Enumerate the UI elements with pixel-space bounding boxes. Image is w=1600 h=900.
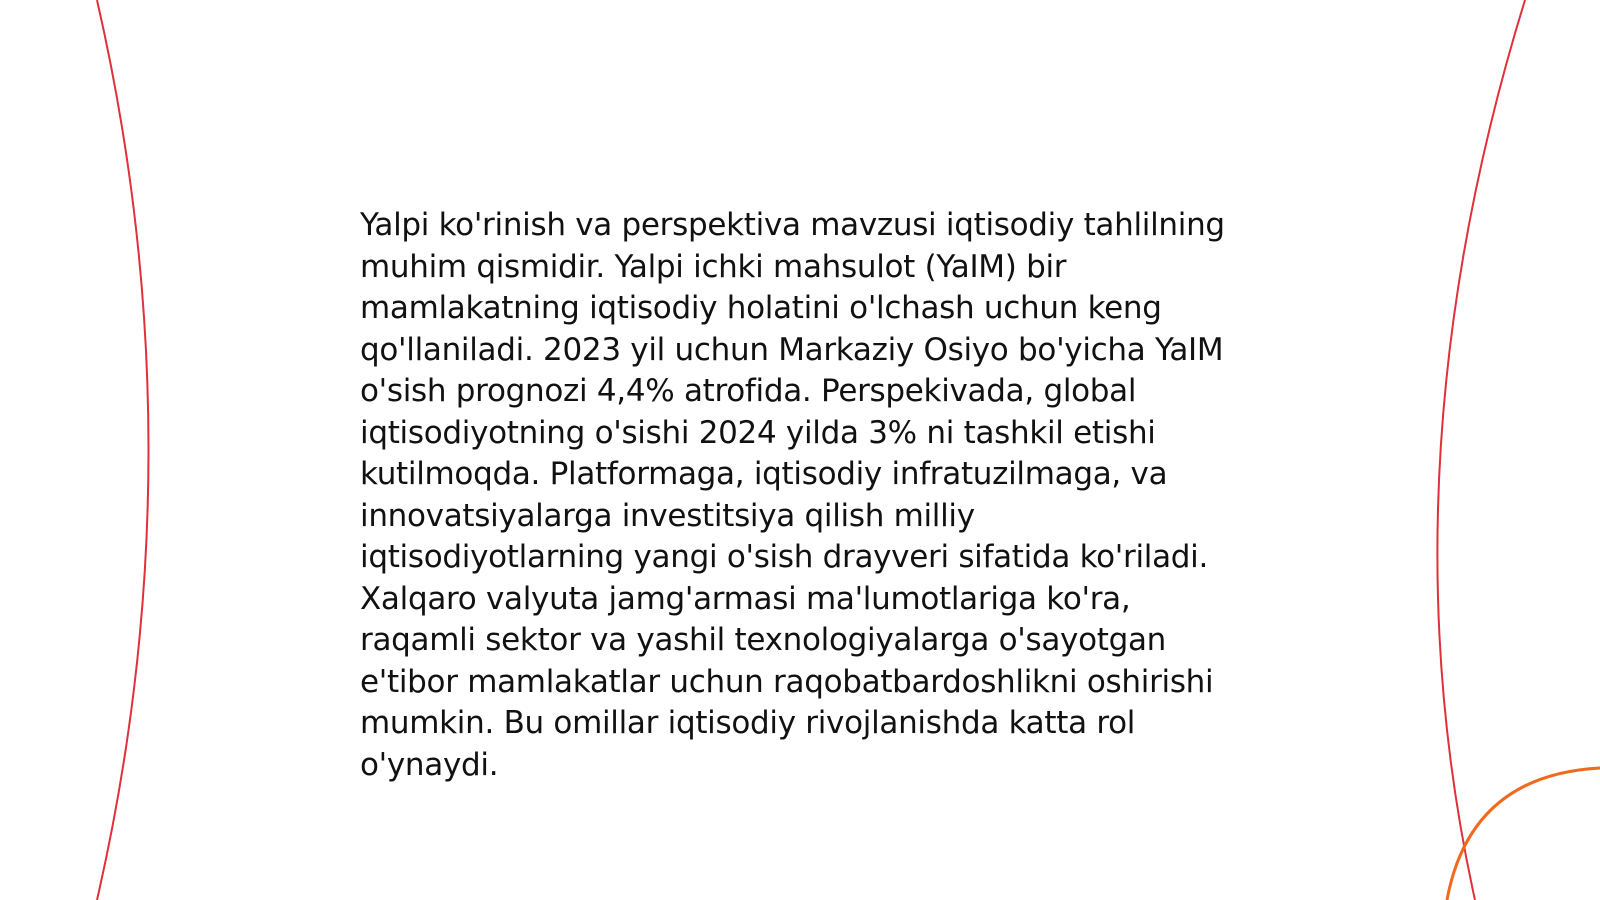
bottom-right-orange-arc [1447,768,1600,900]
slide-body-text: Yalpi ko'rinish va perspektiva mavzusi iqtisodiy tahlilning muhim qismidir. Yalpi ichki mahsulot (YaIM) bir mamlakatning iqtisodiy holatini o'lchash uchun keng qo'llaniladi. 2023 yil uchun Markaziy Osiyo bo'yicha YaIM o'sish prognozi 4,4% atrofida. Perspekivada, global iqtisodiyotning o'sishi 2024 yilda 3% ni tashkil etishi kutilmoqda. Platformaga, iqtisodiy infratuzilmaga, va innovatsiyalarga investitsiya qilish milliy iqtisodiyotlarning yangi o'sish drayveri sifatida ko'riladi. Xalqaro valyuta jamg'armasi ma'lumotlariga ko'ra, raqamli sektor va yashil texnologiyalarga o'sayotgan e'tibor mamlakatlar uchun raqobatbardoshlikni oshirishi mumkin. Bu omillar iqtisodiy rivojlanishda katta rol o'ynaydi. [360,207,1225,783]
right-curve-line [1437,0,1525,900]
left-curve-line [97,0,149,900]
